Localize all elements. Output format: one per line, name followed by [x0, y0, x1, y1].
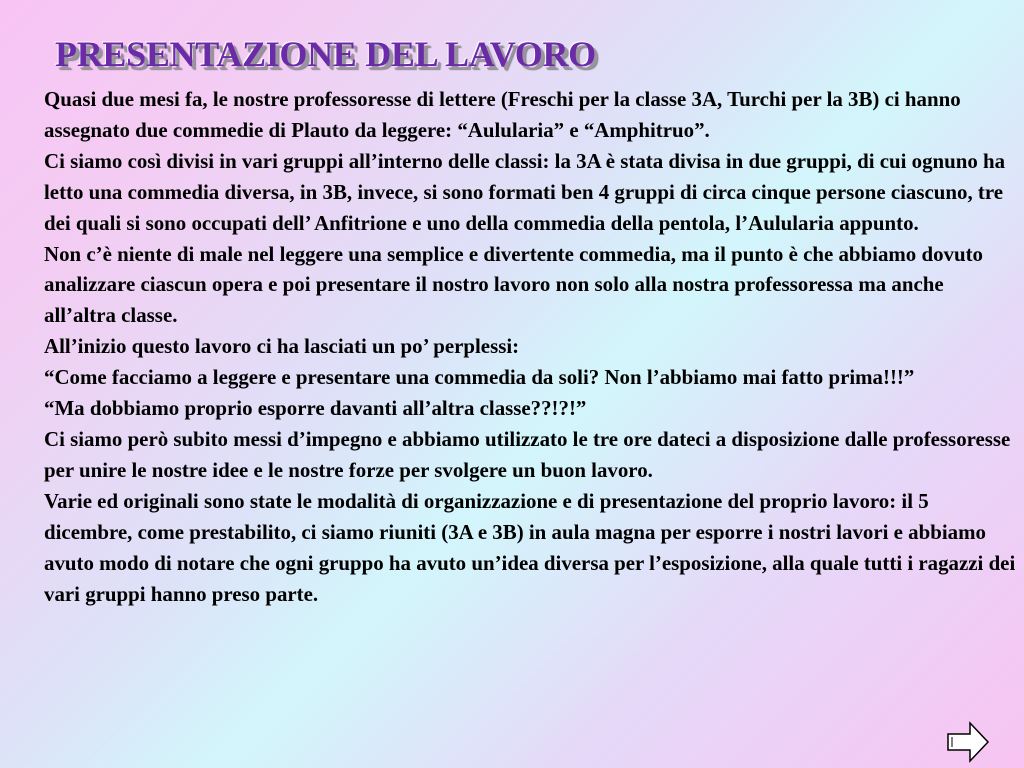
paragraph-quote-1: “Come facciamo a leggere e presentare una commedia da soli? Non l’abbiamo mai fatto prima!!!” [44, 365, 915, 390]
slide-body [44, 84, 1019, 609]
paragraph-assignment: Quasi due mesi fa, le nostre professoresse di lettere (Freschi per la classe 3A, Turchi per la 3B) ci hanno assegnato due commedie di Plauto da leggere: “Aulularia” e “Amphitruo”. [44, 87, 961, 142]
paragraph-perplexed: All’inizio questo lavoro ci ha lasciati un po’ perplessi: [44, 334, 520, 359]
right-arrow-icon [944, 718, 992, 766]
paragraph-quote-2: “Ma dobbiamo proprio esporre davanti all’altra classe??!?!” [44, 396, 587, 421]
paragraph-commitment: Ci siamo però subito messi d’impegno e abbiamo utilizzato le tre ore dateci a disposizione dalle professoresse per unire le nostre idee e le nostre forze per svolgere un buon lavoro. [44, 426, 1011, 482]
next-slide-button[interactable] [944, 718, 992, 766]
paragraph-presentation: Varie ed originali sono state le modalità di organizzazione e di presentazione del proprio lavoro: il 5 dicembre, come prestabilito, ci siamo riuniti (3A e 3B) in aula magna per esporre i nostri lavori e abbiamo avuto modo di notare che ogni gruppo ha avuto un’idea diversa per l’esposizione, alla quale tutti i ragazzi dei vari gruppi hanno preso parte. [44, 488, 1016, 606]
paragraph-groups: Ci siamo così divisi in vari gruppi all’interno delle classi: la 3A è stata divisa in due gruppi, di cui ognuno ha letto una commedia diversa, in 3B, invece, si sono formati ben 4 gruppi di circa cinque persone ciascuno, tre dei quali si sono occupati dell’ Anfitrione e uno della commedia della pentola, l’Aulularia appunto. [44, 148, 1006, 235]
paragraph-analysis: Non c’è niente di male nel leggere una semplice e divertente commedia, ma il punto è che abbiamo dovuto analizzare ciascun opera e poi presentare il nostro lavoro non solo alla nostra professoressa ma anche all’altra classe. [44, 241, 984, 328]
slide-title: PRESENTAZIONE DEL LAVORO [55, 34, 596, 74]
